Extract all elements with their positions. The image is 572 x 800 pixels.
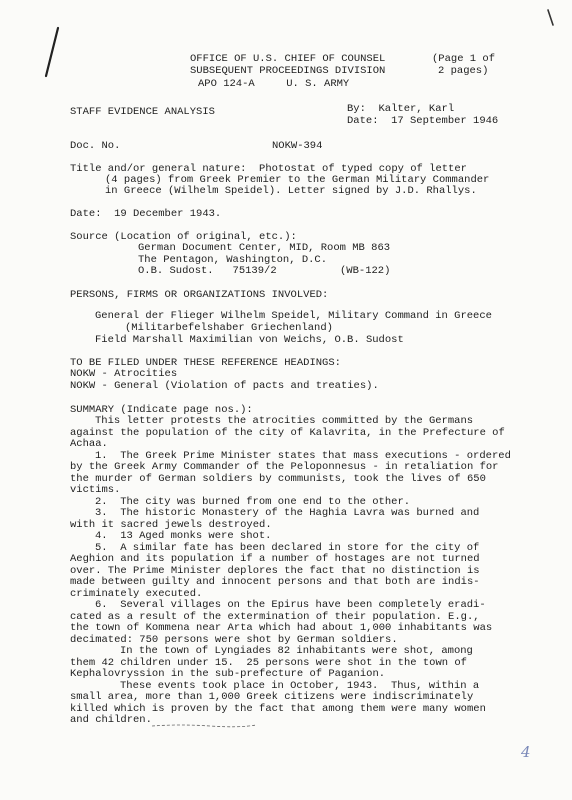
summary-line: This letter protests the atrocities committed by the Germans	[95, 415, 474, 427]
summary-line: These events took place in October, 1943. Thus, within a	[120, 680, 480, 692]
title-line-2: (4 pages) from Greek Premier to the German Military Commander	[105, 174, 490, 186]
summary-line: victims.	[70, 484, 121, 496]
persons-line-3: Field Marshall Maximilian von Weichs, O.B. Sudost	[95, 334, 404, 346]
summary-line: made between guilty and innocent persons and that both are indis-	[70, 576, 480, 588]
summary-heading: SUMMARY (Indicate page nos.):	[70, 404, 253, 416]
handwritten-page-number: 4	[521, 743, 531, 761]
summary-line: against the population of the city of Kalavrita, in the Prefecture of	[70, 427, 505, 439]
title-line-3: in Greece (Wilhelm Speidel). Letter signed by J.D. Rhallys.	[105, 185, 477, 197]
summary-line: criminately executed.	[70, 588, 203, 600]
doc-number: NOKW-394	[272, 140, 323, 152]
summary-line: Kephalovryssion in the sub-prefecture of Paganion.	[70, 668, 386, 680]
source-line-4-ref: (WB-122)	[340, 265, 391, 277]
source-line-1: Source (Location of original, etc.):	[70, 231, 297, 243]
summary-line: 2. The city was burned from one end to the other.	[95, 496, 411, 508]
persons-line-1: General der Flieger Wilhelm Speidel, Military Command in Greece	[95, 310, 492, 322]
summary-line: 6. Several villages on the Epirus have been completely eradi-	[95, 599, 486, 611]
title-line-1: Title and/or general nature: Photostat of typed copy of letter	[70, 163, 467, 175]
summary-line: and children.	[70, 714, 152, 726]
summary-line: the murder of German soldiers by communists, took the lives of 650	[70, 473, 486, 485]
analysis-date: Date: 17 September 1946	[347, 115, 499, 127]
persons-line-2: (Militarbefelshaber Griechenland)	[125, 322, 333, 334]
header-page-of: (Page 1 of	[432, 53, 496, 65]
summary-line: cated as a result of the extermination of their population. E.g.,	[70, 611, 480, 623]
source-line-2: German Document Center, MID, Room MB 863	[138, 242, 391, 254]
filed-heading: TO BE FILED UNDER THESE REFERENCE HEADINGS:	[70, 357, 341, 369]
analysis-heading: STAFF EVIDENCE ANALYSIS	[70, 106, 215, 118]
summary-line: 5. A similar fate has been declared in store for the city of	[95, 542, 480, 554]
source-line-3: The Pentagon, Washington, D.C.	[138, 254, 328, 266]
summary-line: with it sacred jewels destroyed.	[70, 519, 272, 531]
source-line-4: O.B. Sudost. 75139/2	[138, 265, 277, 277]
header-office: OFFICE OF U.S. CHIEF OF COUNSEL	[190, 53, 386, 65]
summary-line: Aeghion and its population if a number of hostages are not turned	[70, 553, 480, 565]
corner-tick-mark	[544, 8, 558, 28]
summary-line: 3. The historic Monastery of the Haghia Lavra was burned and	[95, 507, 480, 519]
margin-slash-mark	[40, 26, 64, 78]
summary-line: 1. The Greek Prime Minister states that mass executions - ordered	[95, 450, 511, 462]
summary-line: killed which is proven by the fact that among them were many women	[70, 703, 486, 715]
summary-line: small area, more than 1,000 Greek citizens were indiscriminately	[70, 691, 474, 703]
summary-line: In the town of Lyngiades 82 inhabitants were shot, among	[120, 645, 473, 657]
summary-line: Achaa.	[70, 438, 108, 450]
summary-line: the town of Kommena near Arta which had about 1,000 inhabitants was	[70, 622, 493, 634]
summary-line: them 42 children under 15. 25 persons were shot in the town of	[70, 657, 467, 669]
header-division: SUBSEQUENT PROCEEDINGS DIVISION	[190, 65, 386, 77]
summary-line: by the Greek Army Commander of the Peloponnesus - in retaliation for	[70, 461, 499, 473]
end-underline-mark	[150, 722, 260, 730]
filed-line-2: NOKW - General (Violation of pacts and treaties).	[70, 380, 379, 392]
summary-line: over. The Prime Minister deplores the fact that no distinction is	[70, 565, 480, 577]
filed-line-1: NOKW - Atrocities	[70, 368, 178, 380]
summary-line: decimated: 750 persons were shot by German soldiers.	[70, 634, 398, 646]
summary-line: 4. 13 Aged monks were shot.	[95, 530, 272, 542]
persons-heading: PERSONS, FIRMS OR ORGANIZATIONS INVOLVED:	[70, 289, 329, 301]
header-apo: APO 124-A U. S. ARMY	[198, 78, 350, 90]
document-date: Date: 19 December 1943.	[70, 208, 222, 220]
header-page-count: 2 pages)	[438, 65, 489, 77]
analysis-by: By: Kalter, Karl	[347, 103, 455, 115]
doc-label: Doc. No.	[70, 140, 121, 152]
